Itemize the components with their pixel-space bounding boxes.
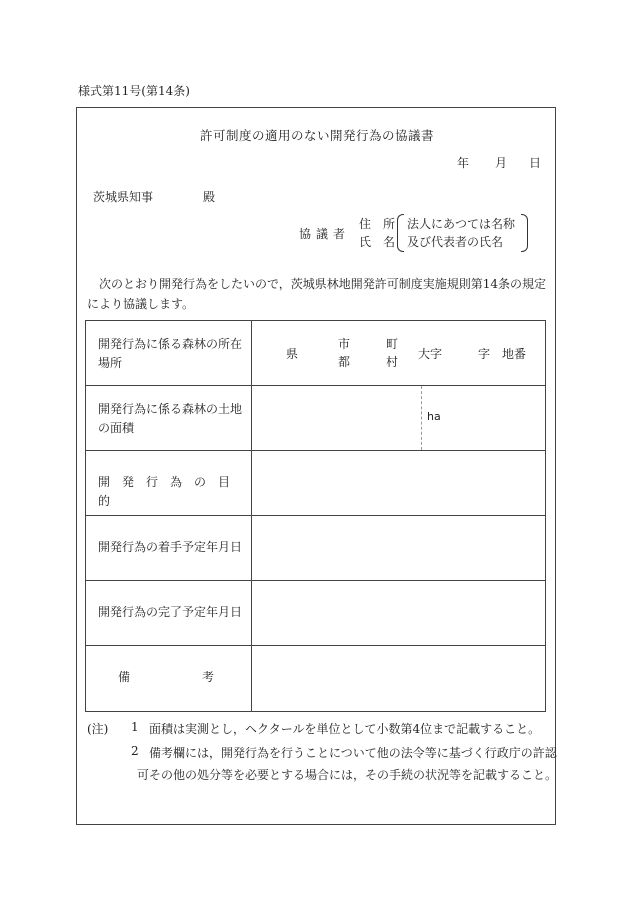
note-2-continuation: 可その他の処分等を必要とする場合には，その手続の状況等を記載すること。 <box>137 768 558 782</box>
body-text: 次のとおり開発行為をしたいので，茨城県林地開発許可制度実施規則第14条の規定により協議します。 <box>87 277 547 311</box>
table-row-purpose <box>86 451 545 516</box>
consultor-label: 協議者 <box>299 227 351 241</box>
form-frame <box>76 107 556 825</box>
recipient-suffix: 殿 <box>203 190 216 204</box>
table-row-start-date <box>86 516 545 581</box>
date-year: 年 <box>457 156 470 170</box>
row-label-location: 開発行為に係る森林の所在場所 <box>98 337 243 370</box>
loc-to: 都 <box>338 355 351 369</box>
form-number-label: 様式第11号(第14条) <box>78 84 190 98</box>
row-label-end-date: 開発行為の完了予定年月日 <box>98 605 243 619</box>
recipient-name: 茨城県知事 <box>93 190 154 204</box>
right-bracket <box>521 214 528 252</box>
corporate-note-line1: 法人にあつては名称 <box>407 217 516 231</box>
note-2-number: 2 <box>131 744 139 758</box>
address-label: 住 所 <box>359 217 396 231</box>
application-table <box>85 320 546 712</box>
document-title: 許可制度の適用のない開発行為の協議書 <box>199 128 434 143</box>
area-unit: ha <box>427 410 441 423</box>
row-label-remarks: 備 考 <box>118 670 215 684</box>
table-row-location <box>86 321 545 386</box>
row-label-area: 開発行為に係る森林の土地の面積 <box>98 402 243 435</box>
loc-ken: 県 <box>286 347 299 361</box>
row-label-start-date: 開発行為の着手予定年月日 <box>98 540 243 554</box>
date-month: 月 <box>495 156 508 170</box>
note-1-number: 1 <box>131 720 139 734</box>
loc-aza: 字 <box>478 347 491 361</box>
date-day: 日 <box>529 156 542 170</box>
note-2-text: 備考欄には，開発行為を行うことについて他の法令等に基づく行政庁の許認 <box>149 746 557 760</box>
table-row-end-date <box>86 581 545 646</box>
table-row-area <box>86 386 545 451</box>
loc-machi: 町 <box>386 337 399 351</box>
note-1-text: 面積は実測とし，ヘクタールを単位として小数第4位まで記載すること。 <box>149 722 541 736</box>
table-row-remarks <box>86 646 545 711</box>
area-decimal-divider <box>421 386 422 450</box>
loc-mura: 村 <box>386 355 399 369</box>
loc-shi: 市 <box>338 337 351 351</box>
left-bracket <box>397 214 404 252</box>
loc-chiban: 地番 <box>502 347 527 361</box>
corporate-note-line2: 及び代表者の氏名 <box>407 235 504 249</box>
name-label: 氏 名 <box>359 235 396 249</box>
notes-prefix: (注) <box>87 722 109 736</box>
loc-oaza: 大字 <box>418 347 443 361</box>
row-label-purpose: 開 発 行 為 の 目 的 <box>98 475 243 508</box>
